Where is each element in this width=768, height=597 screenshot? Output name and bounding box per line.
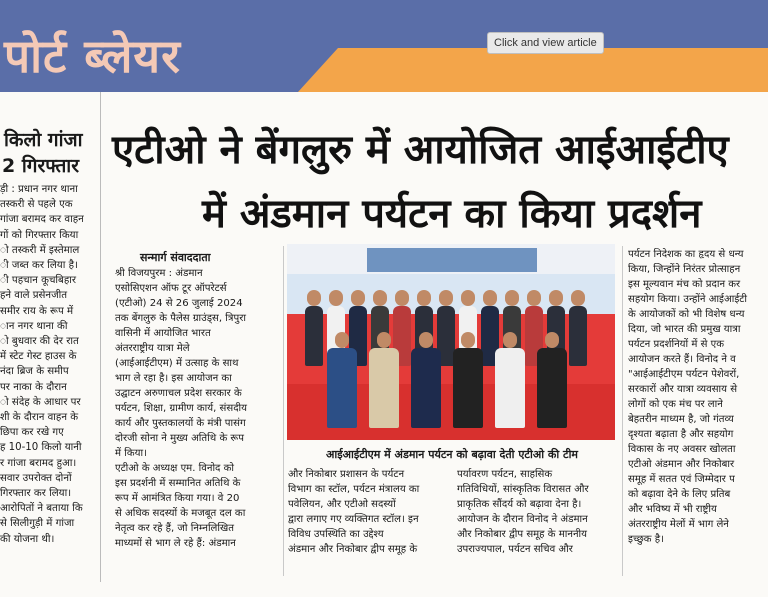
text-line: प्राकृतिक सौंदर्य को बढ़ावा देना है। xyxy=(457,499,582,510)
text-line: दोरजी सोना ने मुख्य अतिथि के रूप xyxy=(115,433,244,444)
text-line: दिया, जो भारत की प्रमुख यात्रा xyxy=(628,324,741,335)
text-line: विभाग का स्टॉल, पर्यटन मंत्रालय का xyxy=(288,484,420,495)
person-head xyxy=(395,290,409,306)
person-head xyxy=(351,290,365,306)
text-line: श्री विजयपुरम : अंडमान xyxy=(115,268,203,279)
team-photo[interactable] xyxy=(287,244,615,440)
text-line: वासिनी में आयोजित भारत xyxy=(115,328,211,339)
text-line: आयोजन के दौरान विनोद ने अंडमान xyxy=(457,514,588,525)
text-line: उपराज्यपाल, पर्यटन सचिव और xyxy=(457,544,573,555)
text-line: पवेलियन, और एटीओ सदस्यों xyxy=(288,499,396,510)
person-head xyxy=(505,290,519,306)
text-line: ान नगर थाना की xyxy=(0,320,68,332)
person-head xyxy=(377,332,391,348)
text-line: विकास के नए अवसर खोलता xyxy=(628,444,736,455)
person-head xyxy=(329,290,343,306)
person-head xyxy=(483,290,497,306)
standing-person xyxy=(569,306,587,366)
person-head xyxy=(571,290,585,306)
headline-line-1: एटीओ ने बेंगलुरु में आयोजित आईआईटीए xyxy=(112,126,729,173)
text-line: समीर राय के रूप में xyxy=(0,305,74,317)
person-head xyxy=(461,332,475,348)
text-line: गों को गिरफ्तार किया xyxy=(0,229,79,241)
text-line: आयोजन करते हैं। विनोद ने व xyxy=(628,354,736,365)
text-line: गतिविधियों, सांस्कृतिक विरासत और xyxy=(457,484,589,495)
person-head xyxy=(461,290,475,306)
left-article-subheadline: 2 गिरफ्तार xyxy=(2,155,79,177)
text-line: गिरफ्तार कर लिया। xyxy=(0,488,72,500)
text-line: इस मूल्यवान मंच को प्रदान कर xyxy=(628,279,741,290)
text-line: को बढ़ावा देने के लिए प्रतिब xyxy=(628,489,731,500)
text-line: ो बुधवार की देर रात xyxy=(0,336,79,348)
photo-caption: आईआईटीएम में अंडमान पर्यटन को बढ़ावा देती एटीओ की टीम xyxy=(325,448,579,461)
text-line: भाग ले रहा है। इस आयोजन का xyxy=(115,373,232,384)
text-line: शी के दौरान वाहन के xyxy=(0,412,79,424)
text-line: किया, जिन्होंने निरंतर प्रोत्साहन xyxy=(628,264,741,275)
text-line: उद्घाटन अरुणाचल प्रदेश सरकार के xyxy=(115,388,242,399)
text-line: दृश्यता बढ़ाता है और सहयोग xyxy=(628,429,734,440)
text-line: एटीओ के अध्यक्ष एम. विनोद को xyxy=(115,463,234,474)
text-line: इच्छुक है। xyxy=(628,534,664,545)
person-head xyxy=(373,290,387,306)
text-line: ड़ी : प्रधान नगर थाना xyxy=(0,184,78,195)
photo-booth-sign xyxy=(367,248,537,272)
article-column-bottom-2 xyxy=(457,467,617,557)
column-divider xyxy=(622,246,623,576)
headline-line-2: में अंडमान पर्यटन का किया प्रदर्शन xyxy=(202,190,702,237)
text-line: इस प्रदर्शनी में सम्मानित अतिथि के xyxy=(115,478,241,489)
text-line: अंडमान और निकोबार द्वीप समूह के xyxy=(288,544,418,555)
text-line: हने वाले प्रसेनजीत xyxy=(0,290,68,302)
text-line: नेतृत्व कर रहे हैं, जो निम्नलिखित xyxy=(115,523,235,534)
text-line: ो संदेह के आधार पर xyxy=(0,396,81,408)
person-head xyxy=(335,332,349,348)
person-head xyxy=(545,332,559,348)
person-head xyxy=(419,332,433,348)
text-line: पर्यावरण पर्यटन, साहसिक xyxy=(457,469,553,480)
left-article-body xyxy=(0,182,100,547)
text-line: कार्य और पुस्तकालयों के मंत्री पासंग xyxy=(115,418,246,429)
text-line: ी जब्त कर लिया है। xyxy=(0,260,78,272)
text-line: रूप में आमंत्रित किया गया। वे 20 xyxy=(115,493,240,504)
text-line: ो तस्करी में इस्तेमाल xyxy=(0,244,80,256)
text-line: पर्यटन, शिक्षा, ग्रामीण कार्य, संसदीय xyxy=(115,403,248,414)
text-line: नंदा ब्रिज के समीप xyxy=(0,366,69,378)
text-line: गांजा बरामद कर वाहन xyxy=(0,214,84,226)
text-line: से सिलीगुड़ी में गांजा xyxy=(0,518,75,530)
text-line: "आईआईटीएम पर्यटन पेशेवरों, xyxy=(628,369,740,380)
text-line: में स्टेट गेस्ट हाउस के xyxy=(0,351,77,363)
text-line: सवार उपरोक्त दोनों xyxy=(0,472,72,484)
text-line: सरकारों और यात्रा व्यवसाय से xyxy=(628,384,738,395)
text-line: ी पहचान कूचबिहार xyxy=(0,275,77,287)
person-head xyxy=(439,290,453,306)
left-article[interactable] xyxy=(0,92,101,582)
masthead-banner xyxy=(0,0,768,92)
article-column-bottom-1 xyxy=(288,467,448,557)
seated-person xyxy=(411,348,441,428)
byline: सन्मार्ग संवाददाता xyxy=(140,251,211,264)
person-head xyxy=(549,290,563,306)
text-line: (आईआईटीएम) में उत्साह के साथ xyxy=(115,358,239,369)
text-line: ह 10-10 किलो यानी xyxy=(0,442,82,454)
text-line: तस्करी से पहले एक xyxy=(0,199,73,211)
person-head xyxy=(417,290,431,306)
text-line: की योजना थी। xyxy=(0,533,55,545)
text-line: लोगों को एक मंच पर लाने xyxy=(628,399,723,410)
text-line: और निकोबार प्रशासन के पर्यटन xyxy=(288,469,405,480)
seated-person xyxy=(453,348,483,428)
text-line: सहयोग किया। उन्होंने आईआईटी xyxy=(628,294,747,305)
text-line: और निकोबार द्वीप समूह के माननीय xyxy=(457,529,588,540)
person-head xyxy=(307,290,321,306)
text-line: में किया। xyxy=(115,448,147,459)
text-line: विविध उपस्थिति का उद्देश्य xyxy=(288,529,384,540)
text-line: बेहतरीन माध्यम है, जो गंतव्य xyxy=(628,414,734,425)
person-head xyxy=(527,290,541,306)
text-line: आरोपितों ने बताया कि xyxy=(0,503,83,515)
article-column-main xyxy=(115,266,279,551)
seated-person xyxy=(537,348,567,428)
text-line: छिपा कर रखे गए xyxy=(0,427,64,439)
person-head xyxy=(503,332,517,348)
text-line: तक बेंगलुरु के पैलेस ग्राउंड्स, त्रिपुरा xyxy=(115,313,246,324)
text-line: द्वारा लगाए गए व्यक्तिगत स्टॉल। इन xyxy=(288,514,419,525)
seated-person xyxy=(327,348,357,428)
text-line: समूह में सतत एवं जिम्मेदार प xyxy=(628,474,735,485)
column-divider xyxy=(283,246,284,576)
banner-accent-stripe xyxy=(298,48,768,92)
text-line: पर नाका के दौरान xyxy=(0,381,67,393)
seated-person xyxy=(495,348,525,428)
text-line: से अधिक सदस्यों के मजबूत दल का xyxy=(115,508,246,519)
text-line: एसोसिएशन ऑफ टूर ऑपरेटर्स xyxy=(115,283,227,294)
text-line: एटीओ अंडमान और निकोबार xyxy=(628,459,735,470)
left-article-headline: किलो गांजा xyxy=(4,129,83,151)
text-line: माध्यमों से भाग ले रहे हैं: अंडमान xyxy=(115,538,236,549)
text-line: पर्यटन निदेशक का हृदय से धन्य xyxy=(628,249,744,260)
section-title: पोर्ट ब्लेयर xyxy=(4,29,181,83)
seated-person xyxy=(369,348,399,428)
standing-person xyxy=(305,306,323,366)
text-line: अंतरराष्ट्रीय मेलों में भाग लेने xyxy=(628,519,729,530)
text-line: और भविष्य में भी राष्ट्रीय xyxy=(628,504,717,515)
text-line: र गांजा बरामद हुआ। xyxy=(0,457,77,469)
text-line: अंतरराष्ट्रीय यात्रा मेले xyxy=(115,343,190,354)
text-line: पर्यटन प्रदर्शनियों में से एक xyxy=(628,339,724,350)
text-line: (एटीओ) 24 से 26 जुलाई 2024 xyxy=(115,298,243,309)
text-line: के आयोजकों को भी विशेष धन्य xyxy=(628,309,745,320)
click-view-article-tooltip[interactable]: Click and view article xyxy=(487,32,604,54)
article-column-right xyxy=(628,247,768,547)
